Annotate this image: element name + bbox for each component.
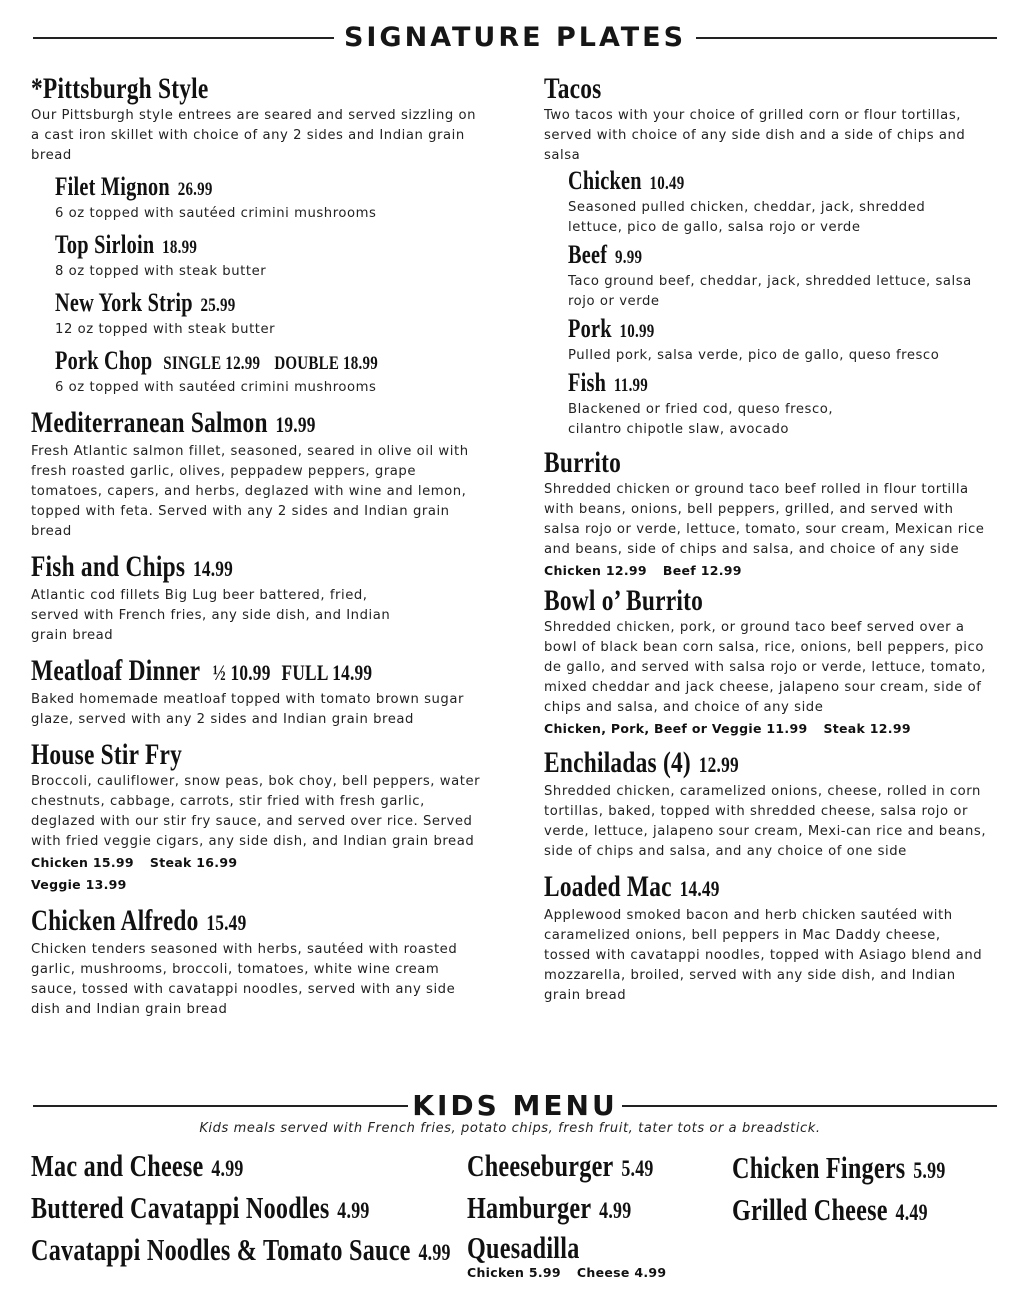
dish-price: 19.99 — [275, 412, 316, 437]
price-steak: Steak 16.99 — [149, 855, 238, 870]
dish-description: Shredded chicken, caramelized onions, cheese, rolled in corn tortillas, baked, topped with shredded cheese, salsa rojo or verde, lettuce, jalapeno sour cream, Mexi-can rice and beans, side of chips and salsa, and any choice of one side — [544, 784, 987, 859]
kids-item — [467, 1148, 654, 1187]
item-description: 6 oz topped with sautéed crimini mushrooms — [55, 206, 377, 221]
item-price: 10.49 — [649, 173, 685, 194]
dish-price: 15.49 — [206, 910, 247, 935]
price-beef: Beef 12.99 — [662, 563, 742, 578]
price-options — [31, 852, 481, 874]
dish-name: Bowl o’ Burrito — [544, 584, 704, 617]
dish-description: Atlantic cod fillets Big Lug beer battered, fried, served with French fries, any side dish, and Indian grain bread — [31, 588, 391, 643]
price-combo: Chicken, Pork, Beef or Veggie 11.99 — [544, 721, 808, 736]
section-title: KIDS MENU — [412, 1089, 618, 1122]
kids-item — [31, 1190, 370, 1229]
dish-name: Mediterranean Salmon — [31, 406, 268, 439]
menu-item — [55, 346, 387, 378]
item-description: 8 oz topped with steak butter — [55, 264, 267, 279]
header-rule-right — [622, 1105, 997, 1107]
menu-section-alfredo — [31, 904, 481, 1020]
kids-menu-note: Kids meals served with French fries, potato chips, fresh fruit, tater tots or a breadstick. — [199, 1121, 821, 1136]
dish-description: Our Pittsburgh style entrees are seared and served sizzling on a cast iron skillet with choice of any 2 sides and Indian grain bread — [31, 108, 477, 163]
dish-heading — [544, 870, 891, 906]
left-column — [31, 72, 481, 1020]
quesadilla-prices — [467, 1262, 666, 1284]
header-rule-right — [696, 37, 997, 39]
right-column — [544, 72, 989, 1006]
kids-item — [467, 1190, 631, 1229]
item-name: Beef — [568, 240, 608, 269]
price-veggie: Veggie 13.99 — [31, 877, 127, 892]
kids-item — [31, 1148, 244, 1187]
item-description: 6 oz topped with sautéed crimini mushrooms — [55, 380, 377, 395]
menu-section-fish-and-chips — [31, 550, 481, 646]
item-price: 4.99 — [599, 1198, 632, 1223]
item-name: Mac and Cheese — [31, 1148, 204, 1183]
menu-section-stir-fry — [31, 738, 481, 896]
menu-item — [568, 368, 896, 400]
menu-section-tacos — [544, 72, 989, 440]
item-name: New York Strip — [55, 288, 193, 317]
dish-price-half: ½ 10.99 — [212, 660, 271, 685]
dish-heading — [31, 654, 382, 690]
item-name: Chicken Fingers — [732, 1150, 906, 1185]
dish-description: Chicken tenders seasoned with herbs, sautéed with roasted garlic, mushrooms, broccoli, tomatoes, white wine cream sauce, tossed with cavatappi noodles, served with any side dish and Indian grain bread — [31, 942, 458, 1017]
menu-item — [55, 288, 387, 320]
dish-name: Tacos — [544, 72, 602, 105]
item-name: Pork Chop — [55, 346, 153, 375]
item-price: 26.99 — [177, 179, 213, 200]
dish-price-full: FULL 14.99 — [281, 660, 373, 685]
price-options — [544, 560, 989, 582]
dish-description: Shredded chicken or ground taco beef rolled in flour tortilla with beans, onions, bell peppers, grilled, and served with salsa rojo or verde, lettuce, tomato, sour cream, Mexican rice and beans, side of chips and salsa, and choice of any side — [544, 482, 985, 557]
menu-section-burrito — [544, 446, 989, 582]
section-title: SIGNATURE PLATES — [343, 22, 687, 53]
item-name: Hamburger — [467, 1190, 592, 1225]
item-price: 10.99 — [619, 321, 655, 342]
dish-name: Meatloaf Dinner — [31, 654, 201, 687]
item-price: 11.99 — [613, 375, 649, 396]
item-description: Blackened or fried cod, queso fresco, cilantro chipotle slaw, avocado — [568, 402, 834, 437]
dish-price: 12.99 — [698, 752, 739, 777]
item-price: 5.99 — [913, 1158, 946, 1183]
item-price: 5.49 — [621, 1156, 654, 1181]
item-name: Filet Mignon — [55, 172, 170, 201]
header-rule-left — [33, 1105, 408, 1107]
item-name: Cavatappi Noodles & Tomato Sauce — [31, 1232, 411, 1267]
item-name: Chicken — [568, 166, 642, 195]
menu-item — [568, 240, 896, 272]
item-name: Top Sirloin — [55, 230, 155, 259]
signature-plates-header — [33, 22, 997, 53]
item-name: Quesadilla — [467, 1230, 580, 1265]
dish-heading — [31, 406, 382, 442]
menu-section-pittsburgh — [31, 72, 481, 398]
item-name: Pork — [568, 314, 612, 343]
dish-description: Broccoli, cauliflower, snow peas, bok choy, bell peppers, water chestnuts, cabbage, carrots, stir fried with fresh garlic, deglazed with our stir fry sauce, and served over rice. Served with fried veggie cigars, any side dish, and Indian grain bread — [31, 774, 481, 849]
dish-description: Baked homemade meatloaf topped with tomato brown sugar glaze, served with any 2 sides and Indian grain bread — [31, 692, 464, 727]
item-price-double: DOUBLE 18.99 — [274, 353, 378, 374]
item-description: Taco ground beef, cheddar, jack, shredded lettuce, salsa rojo or verde — [568, 274, 972, 309]
item-name: Fish — [568, 368, 607, 397]
menu-section-loaded-mac — [544, 870, 989, 1006]
item-price: 25.99 — [200, 295, 236, 316]
item-price-single: SINGLE 12.99 — [163, 353, 261, 374]
menu-section-bowl-burrito — [544, 584, 989, 740]
kids-item — [732, 1150, 946, 1189]
price-steak: Steak 12.99 — [823, 721, 911, 736]
item-description: Pulled pork, salsa verde, pico de gallo, queso fresco — [568, 348, 940, 363]
item-name: Buttered Cavatappi Noodles — [31, 1190, 330, 1225]
dish-heading — [31, 904, 382, 940]
price-chicken: Chicken 5.99 — [467, 1265, 561, 1280]
dish-price: 14.99 — [192, 556, 234, 581]
dish-name: Chicken Alfredo — [31, 904, 199, 937]
menu-section-enchiladas — [544, 746, 989, 862]
dish-name: Fish and Chips — [31, 550, 186, 583]
item-price: 4.99 — [418, 1240, 451, 1265]
item-name: Grilled Cheese — [732, 1192, 888, 1227]
menu-item — [568, 314, 896, 346]
dish-heading — [31, 550, 382, 586]
menu-item — [55, 230, 387, 262]
item-description: Seasoned pulled chicken, cheddar, jack, shredded lettuce, pico de gallo, salsa rojo or verde — [568, 200, 926, 235]
dish-name: *Pittsburgh Style — [31, 72, 209, 105]
dish-description: Shredded chicken, pork, or ground taco beef served over a bowl of black bean corn salsa, rice, onions, bell peppers, pico de gallo, and served with salsa rojo or verde, lettuce, tomato, mixed cheddar and jack cheese, jalapeno sour cream, side of chips and salsa, and choice of any side — [544, 620, 986, 715]
item-description: 12 oz topped with steak butter — [55, 322, 276, 337]
dish-description: Applewood smoked bacon and herb chicken sautéed with caramelized onions, bell peppers in Mac Daddy cheese, tossed with cavatappi noodles, topped with Asiago blend and mozzarella, broiled, served with any side dish, and Indian grain bread — [544, 908, 983, 1003]
item-price: 4.49 — [895, 1200, 928, 1225]
dish-name: Enchiladas (4) — [544, 746, 691, 779]
price-options — [544, 718, 989, 740]
dish-name: Burrito — [544, 446, 622, 479]
price-cheese: Cheese 4.99 — [576, 1265, 667, 1280]
item-name: Cheeseburger — [467, 1148, 614, 1183]
menu-item — [568, 166, 896, 198]
kids-item — [31, 1232, 451, 1271]
dish-description: Two tacos with your choice of grilled corn or flour tortillas, served with choice of any side dish and a side of chips and salsa — [544, 108, 966, 163]
dish-name: Loaded Mac — [544, 870, 672, 903]
price-chicken: Chicken 12.99 — [544, 563, 647, 578]
item-price: 4.99 — [337, 1198, 370, 1223]
item-price: 4.99 — [211, 1156, 244, 1181]
menu-section-salmon — [31, 406, 481, 542]
kids-menu-header — [33, 1089, 997, 1122]
dish-description: Fresh Atlantic salmon fillet, seasoned, seared in olive oil with fresh roasted garlic, olives, peppadew peppers, grape tomatoes, capers, and herbs, deglazed with wine and lemon, topped with feta. Served with any 2 sides and Indian grain bread — [31, 444, 469, 539]
item-price: 18.99 — [162, 237, 198, 258]
dish-heading — [544, 746, 891, 782]
header-rule-left — [33, 37, 334, 39]
price-chicken: Chicken 15.99 — [31, 855, 134, 870]
menu-item — [55, 172, 387, 204]
dish-price: 14.49 — [679, 876, 720, 901]
kids-item — [467, 1230, 580, 1266]
item-price: 9.99 — [615, 247, 643, 268]
dish-name: House Stir Fry — [31, 738, 183, 771]
menu-section-meatloaf — [31, 654, 481, 730]
kids-item — [732, 1192, 928, 1231]
